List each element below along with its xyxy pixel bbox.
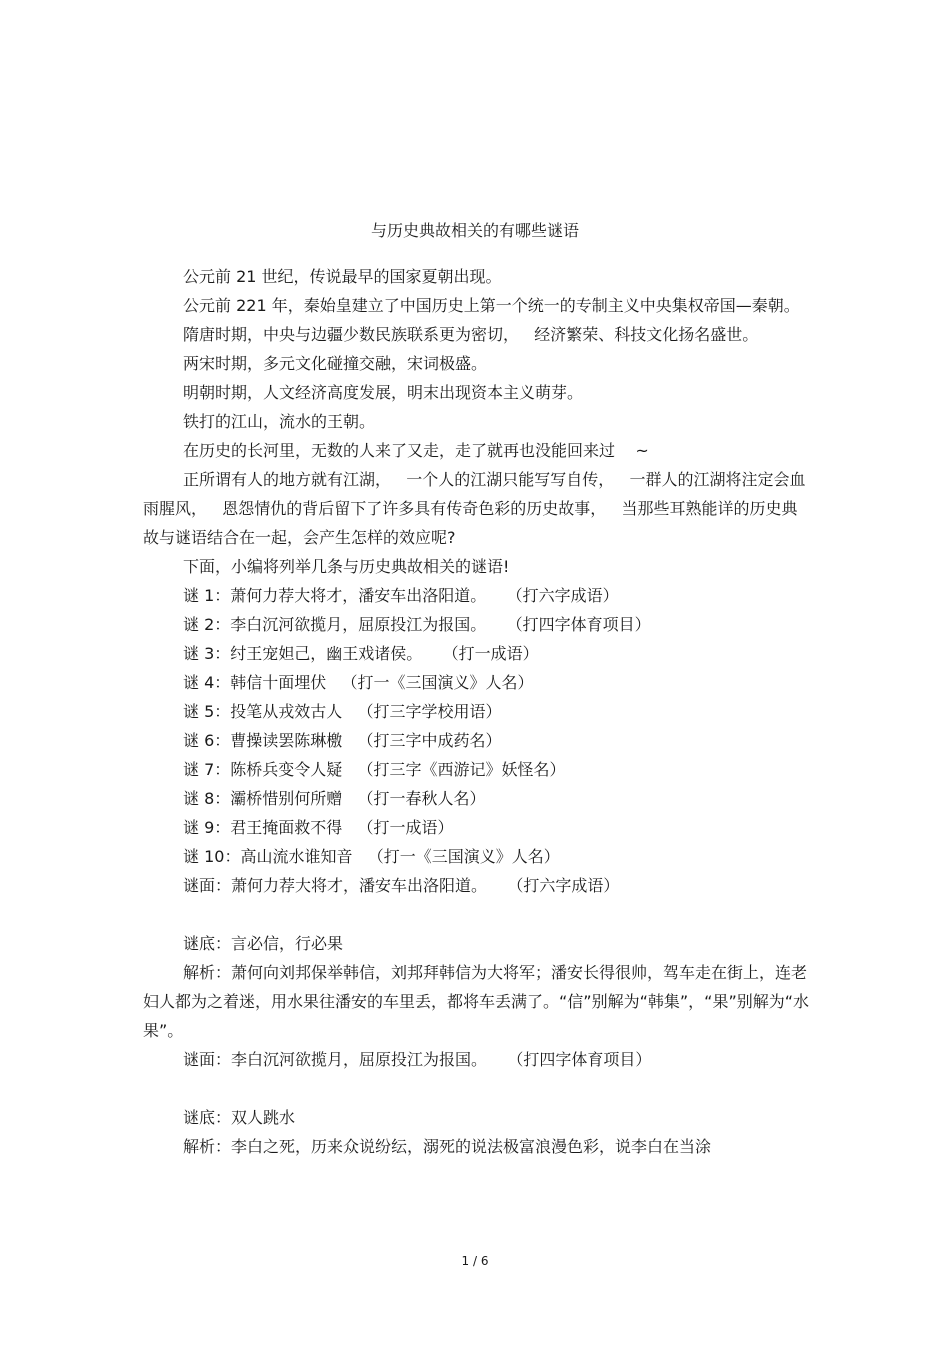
paragraph: 谜 8：灞桥惜别何所赠 （打一春秋人名） <box>183 789 486 808</box>
paragraph: 谜底：言必信，行必果 <box>183 934 344 953</box>
paragraph: 公元前 221 年，秦始皇建立了中国历史上第一个统一的专制主义中央集权帝国—秦朝。 <box>183 296 800 315</box>
paragraph: 谜 4：韩信十面埋伏 （打一《三国演义》人名） <box>183 673 534 692</box>
paragraph: 谜 7：陈桥兵变令人疑 （打三字《西游记》妖怪名） <box>183 760 566 779</box>
paragraph: 谜 10：高山流水谁知音 （打一《三国演义》人名） <box>183 847 560 866</box>
paragraph: 下面，小编将列举几条与历史典故相关的谜语! <box>183 557 510 576</box>
paragraph: 解析：李白之死，历来众说纷纭，溺死的说法极富浪漫色彩，说李白在当涂 <box>183 1137 712 1156</box>
paragraph: 公元前 21 世纪，传说最早的国家夏朝出现。 <box>183 267 502 286</box>
document-title: 与历史典故相关的有哪些谜语 <box>370 221 579 240</box>
paragraph: 两宋时期，多元文化碰撞交融，宋词极盛。 <box>183 354 488 373</box>
paragraph: 谜面：李白沉河欲揽月，屈原投江为报国。 （打四字体育项目） <box>183 1050 652 1069</box>
paragraph: 谜 1：萧何力荐大将才，潘安车出洛阳道。 （打六字成语） <box>183 586 619 605</box>
paragraph: 明朝时期，人文经济高度发展，明末出现资本主义萌芽。 <box>183 383 584 402</box>
paragraph: 谜 5：投笔从戎效古人 （打三字学校用语） <box>183 702 502 721</box>
paragraph: 隋唐时期，中央与边疆少数民族联系更为密切， 经济繁荣、科技文化扬名盛世。 <box>183 325 759 344</box>
paragraph: 谜 2：李白沉河欲揽月，屈原投江为报国。 （打四字体育项目） <box>183 615 651 634</box>
paragraph: 铁打的江山，流水的王朝。 <box>183 412 376 431</box>
paragraph: 谜底：双人跳水 <box>183 1108 296 1127</box>
blank-line <box>143 900 813 929</box>
paragraph: 谜 9：君王掩面救不得 （打一成语） <box>183 818 454 837</box>
paragraph: 在历史的长河里，无数的人来了又走，走了就再也没能回来过 ~ <box>183 441 649 460</box>
page-number: 1 / 6 <box>461 1254 489 1268</box>
paragraph: 谜 6：曹操读罢陈琳檄 （打三字中成药名） <box>183 731 502 750</box>
paragraph: 谜 3：纣王宠妲己，幽王戏诸侯。 （打一成语） <box>183 644 539 663</box>
document-body <box>143 262 813 1161</box>
paragraph: 正所谓有人的地方就有江湖， 一个人的江湖只能写写自传， 一群人的江湖将注定会血雨腥风， 恩怨情仇的背后留下了许多具有传奇色彩的历史故事， 当那些耳熟能详的历史典故与谜语结合在一起，会产生怎样的效应呢? <box>143 470 806 547</box>
paragraph: 解析：萧何向刘邦保举韩信，刘邦拜韩信为大将军；潘安长得很帅，驾车走在街上，连老妇人都为之着迷，用水果往潘安的车里丢，都将车丢满了。“信”别解为“韩集”，“果”别解为“水果”。 <box>143 963 810 1040</box>
blank-line <box>143 1074 813 1103</box>
paragraph: 谜面：萧何力荐大将才，潘安车出洛阳道。 （打六字成语） <box>183 876 620 895</box>
